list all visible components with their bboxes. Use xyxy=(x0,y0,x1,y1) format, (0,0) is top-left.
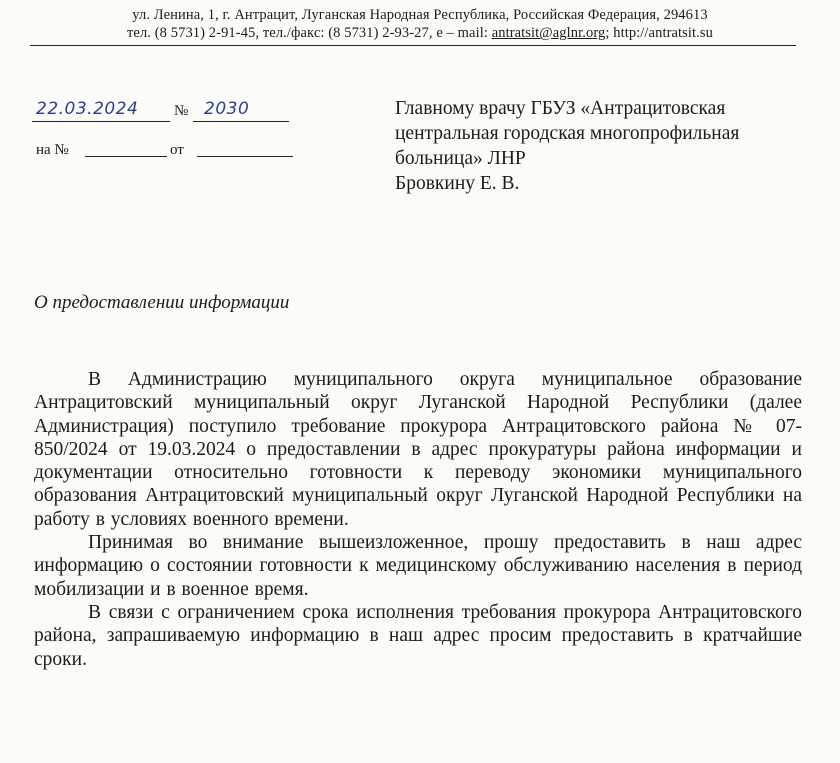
recipient-block xyxy=(395,96,835,196)
reference-underline xyxy=(85,156,167,157)
email-link[interactable]: antratsit@aglnr.org xyxy=(491,25,606,41)
letter-body xyxy=(34,368,802,671)
letterhead-rule xyxy=(30,45,796,46)
recipient-line: центральная городская многопрофильная xyxy=(395,123,740,144)
number-label: № xyxy=(174,103,189,119)
letter-subject: О предоставлении информации xyxy=(34,292,290,313)
contacts-text: тел. (8 5731) 2-91-45, тел./факс: (8 5731) 2-93-27, е – mail: xyxy=(126,25,492,41)
from-underline xyxy=(197,156,293,157)
date-underline xyxy=(32,121,170,122)
body-paragraph: В Администрацию муниципального округа муниципальное образование Антрацитовский муниципальный округ Луганской Народной Республики (далее Администрация) поступило требование прокурора Антрацитовского района № 07-850/2024 от 19.03.2024 о предоставлении в адрес прокуратуры района информации и документации относительно готовности к переводу экономики муниципального образования Антрацитовский муниципальный округ Луганской Народной Республики на работу в условиях военного времени. xyxy=(34,369,802,530)
reference-label: на № xyxy=(36,142,69,158)
recipient-name: Бровкину Е. В. xyxy=(395,173,520,194)
recipient-line: больница» ЛНР xyxy=(395,148,526,169)
letterhead-contacts xyxy=(0,25,840,42)
handwritten-date: 22.03.2024 xyxy=(36,99,139,119)
body-paragraph: Принимая во внимание вышеизложенное, прошу предоставить в наш адрес информацию о состоянии готовности к медицинскому обслуживанию населения в период мобилизации и в военное время. xyxy=(34,532,802,600)
handwritten-number: 2030 xyxy=(204,99,250,119)
from-label: от xyxy=(170,142,184,158)
contacts-separator: ; xyxy=(605,25,614,41)
letterhead-address: ул. Ленина, 1, г. Антрацит, Луганская Народная Республика, Российская Федерация, 294613 xyxy=(132,7,708,23)
number-underline xyxy=(193,121,289,122)
body-paragraph: В связи с ограничением срока исполнения требования прокурора Антрацитовского района, запрашиваемую информацию в наш адрес просим предоставить в кратчайшие сроки. xyxy=(34,601,802,670)
website-link[interactable]: http://antratsit.su xyxy=(613,25,713,41)
recipient-line: Главному врачу ГБУЗ «Антрацитовская xyxy=(395,98,726,119)
